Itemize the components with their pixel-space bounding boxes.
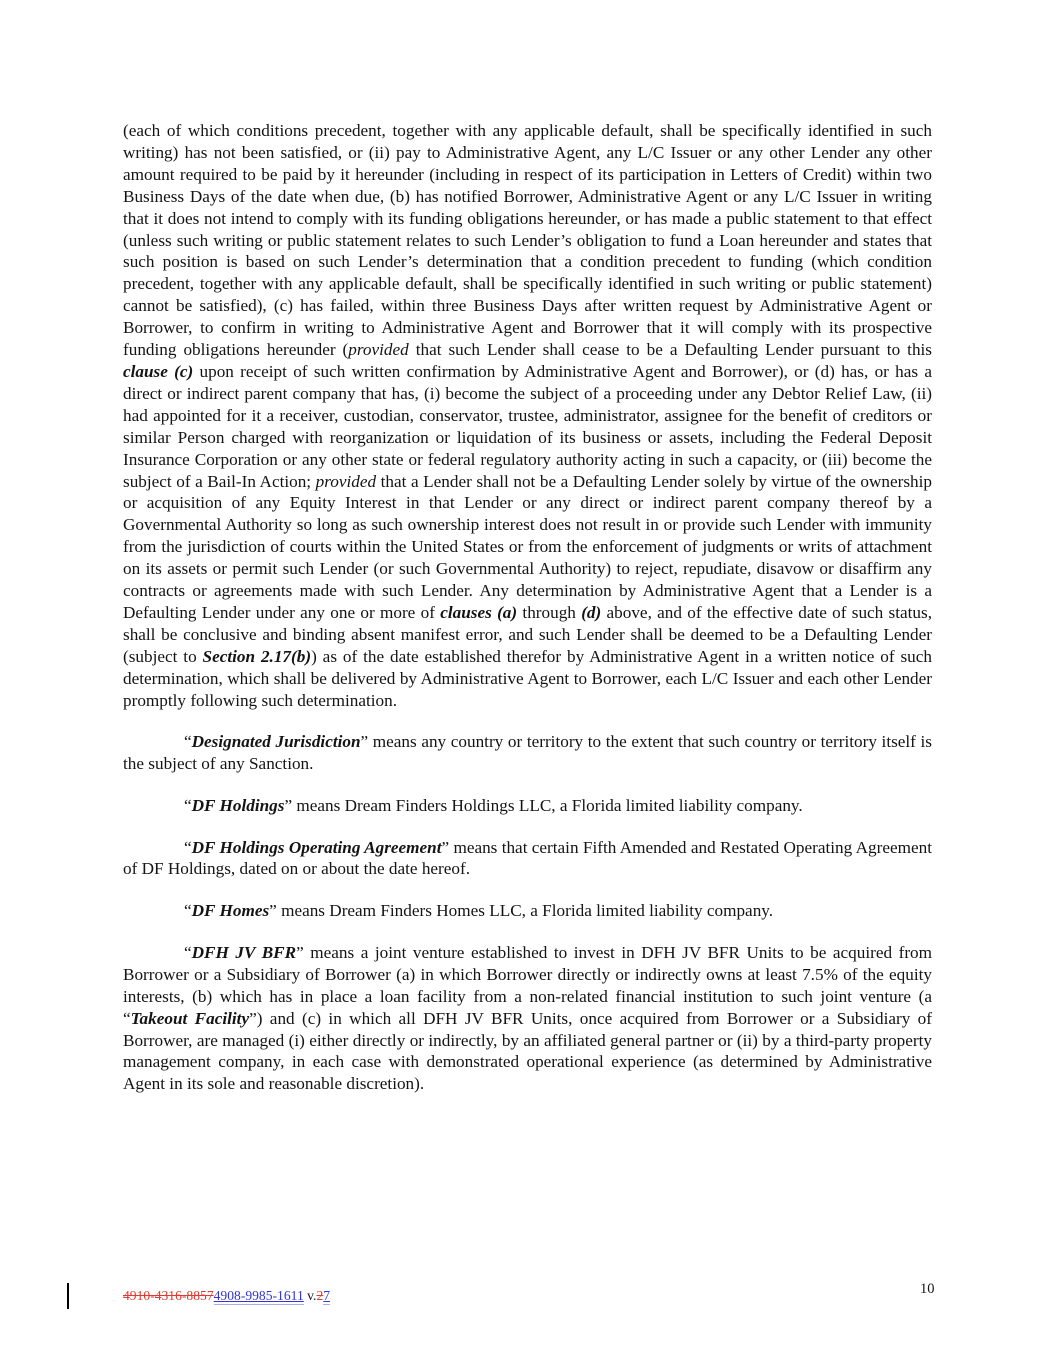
text-run: ” means that certain Fifth Amended and Restated Operating Agreement of DF Holdings, dated on or about the date hereof. <box>123 837 932 879</box>
paragraph <box>123 900 932 922</box>
doc-id-inserted: 4908-9985-1611 <box>213 1288 304 1303</box>
defined-term: DF Holdings Operating Agreement <box>191 837 442 857</box>
paragraph <box>123 942 932 1095</box>
text-run: ” means Dream Finders Homes LLC, a Florida limited liability company. <box>269 901 774 921</box>
text-run: (each of which conditions precedent, together with any applicable default, shall be specifically identified in such writing) has not been satisfied, or (ii) pay to Administrative Agent, any L/C Issuer or any other Lender any other amount required to be paid by it hereunder (including in respect of its participation in Letters of Credit) within two Business Days of the date when due, (b) has notified Borrower, Administrative Agent or any L/C Issuer in writing that it does not intend to comply with its funding obligations hereunder, or has made a public statement to that effect (unless such writing or public statement relates to such Lender’s obligation to fund a Loan hereunder and states that such position is based on such Lender’s determination that a condition precedent to funding (which condition precedent, together with any applicable default, shall be specifically identified in such writing or public statement) cannot be satisfied), (c) has failed, within three Business Days after written request by Administrative Agent or Borrower, to confirm in writing to Administrative Agent and Borrower that it will comply with its prospective funding obligations hereunder ( <box>123 121 932 360</box>
change-bar <box>67 1283 69 1309</box>
defined-term: Designated Jurisdiction <box>191 732 361 752</box>
defined-term: Section 2.17(b) <box>202 646 312 666</box>
version-prefix: v. <box>303 1288 317 1303</box>
document-body <box>123 120 932 1095</box>
defined-term: clauses (a) <box>440 602 518 622</box>
paragraph <box>123 731 932 775</box>
defined-term: DFH JV BFR <box>191 942 297 962</box>
paragraph <box>123 837 932 881</box>
text-run: through <box>517 602 582 622</box>
text-run: upon receipt of such written confirmation by Administrative Agent and Borrower), or (d) has, or has a direct or indirect parent company that has, (i) become the subject of a proceeding under any Debtor Relief Law, (ii) had appointed for it a receiver, custodian, conservator, trustee, administrator, assignee for the benefit of creditors or similar Person charged with reorganization or liquidation of its business or assets, including the Federal Deposit Insurance Corporation or any other state or federal regulatory authority acting in such a capacity, or (iii) become the subject of a Bail-In Action; <box>123 361 932 491</box>
text-run: “ <box>184 837 192 857</box>
defined-term: DF Holdings <box>191 795 285 815</box>
version-deleted: 2 <box>316 1288 324 1303</box>
text-run: ” means a joint venture established to invest in DFH JV BFR Units to be acquired from Borrower or a Subsidiary of Borrower (a) in which Borrower directly or indirectly owns at least 7.5% of the equity interests, (b) which has in place a loan facility from a non-related financial institution to such joint venture (a “ <box>123 942 933 1028</box>
page-number: 10 <box>920 1281 935 1297</box>
defined-term: (d) <box>581 602 602 622</box>
text-run: ” means any country or territory to the extent that such country or territory itself is the subject of any Sanction. <box>123 732 932 774</box>
defined-term: DF Homes <box>191 901 270 921</box>
paragraph <box>123 120 932 711</box>
text-run: ” means Dream Finders Holdings LLC, a Florida limited liability company. <box>284 795 803 815</box>
text-run: that a Lender shall not be a Defaulting Lender solely by virtue of the ownership or acquisition of any Equity Interest in that Lender or any direct or indirect parent company thereof by a Governmental Authority so long as such ownership interest does not result in or provide such Lender with immunity from the jurisdiction of courts within the United States or from the enforcement of judgments or writs of attachment on its assets or permit such Lender (or such Governmental Authority) to reject, repudiate, disavow or disaffirm any contracts or agreements made with such Lender. Any determination by Administrative Agent that a Lender is a Defaulting Lender under any one or more of <box>123 471 933 622</box>
document-id-footer <box>123 1288 330 1304</box>
text-run: ) as of the date established therefor by Administrative Agent in a written notice of such determination, which shall be delivered by Administrative Agent to Borrower, each L/C Issuer and each other Lender promptly following such determination. <box>123 646 932 710</box>
defined-term: Takeout Facility <box>130 1008 250 1028</box>
text-run: “ <box>184 942 192 962</box>
paragraph-container <box>123 120 932 1095</box>
emphasized-text: provided <box>315 471 377 491</box>
text-run: that such Lender shall cease to be a Defaulting Lender pursuant to this <box>408 340 932 360</box>
paragraph <box>123 795 932 817</box>
text-run: ”) and (c) in which all DFH JV BFR Units, once acquired from Borrower or a Subsidiary of Borrower, are managed (i) either directly or indirectly, by an affiliated general partner or (ii) by a third-party property management company, in each case with demonstrated operational experience (as determined by Administrative Agent in its sole and reasonable discretion). <box>123 1008 932 1094</box>
text-run: “ <box>184 732 192 752</box>
defined-term: clause (c) <box>123 361 194 381</box>
doc-id-deleted: 4910-4316-8857 <box>123 1288 214 1303</box>
text-run: “ <box>184 795 192 815</box>
emphasized-text: provided <box>348 340 409 360</box>
text-run: above, and of the effective date of such status, shall be conclusive and binding absent manifest error, and such Lender shall be deemed to be a Defaulting Lender (subject to <box>123 602 933 666</box>
version-inserted: 7 <box>323 1288 331 1303</box>
text-run: “ <box>184 901 192 921</box>
